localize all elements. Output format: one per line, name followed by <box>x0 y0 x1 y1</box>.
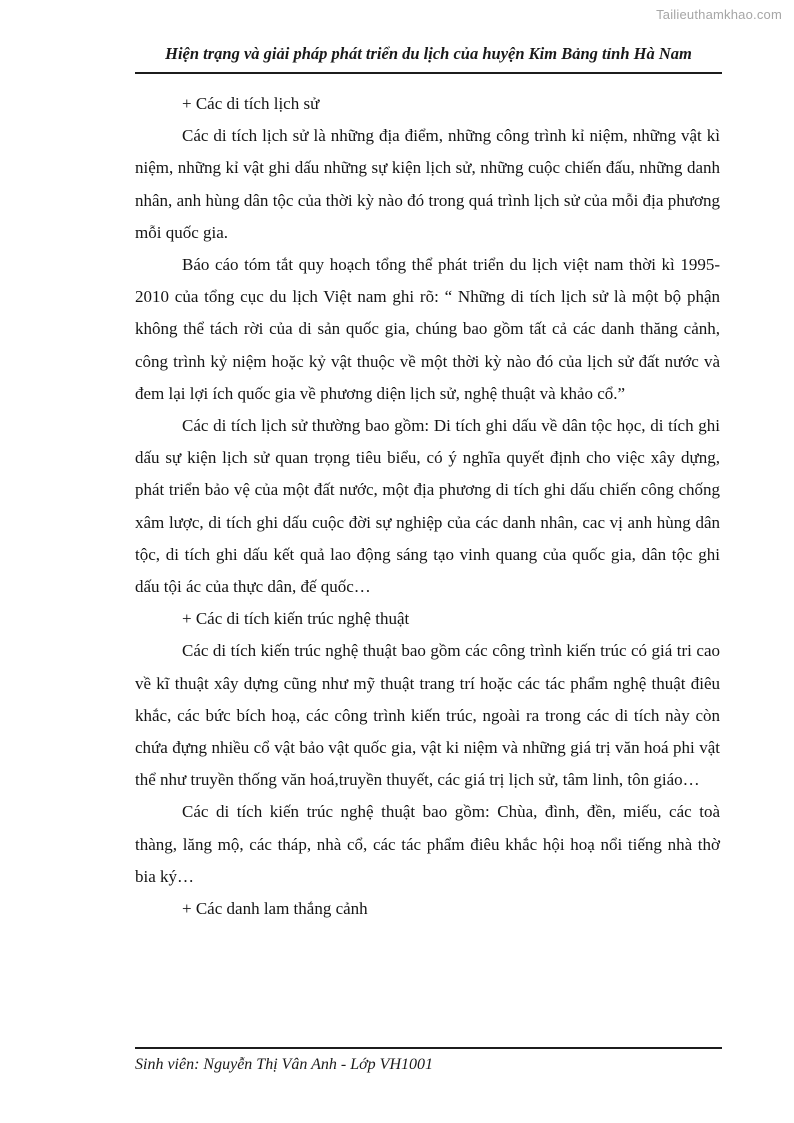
body-paragraph: Các di tích kiến trúc nghệ thuật bao gồm các công trình kiến trúc có giá tri cao về kĩ thuật xây dựng cũng như mỹ thuật trang trí hoặc các tác phẩm nghệ thuật điêu khắc, các bức bích hoạ, các công trình kiến trúc, ngoài ra trong các di tích này còn chứa đựng nhiều cổ vật bảo vật quốc gia, vật ki niệm và những giá trị văn hoá phi vật thể như truyền thống văn hoá,truyền thuyết, các giá trị lịch sử, tâm linh, tôn giáo… <box>135 641 720 790</box>
body-paragraph: Báo cáo tóm tắt quy hoạch tổng thể phát triển du lịch việt nam thời kì 1995- 2010 của tổng cục du lịch Việt nam ghi rõ: “ Những di tích lịch sử là một bộ phận không thể tách rời của di sản quốc gia, chúng bao gồm tất cả các danh thăng cảnh, công trình kỷ niệm hoặc kỷ vật thuộc về một thời kỳ nào đó của lịch sử đất nước và đem lại lợi ích quốc gia về phương diện lịch sử, nghệ thuật và khảo cổ.” <box>135 255 720 403</box>
footer-text: Sinh viên: Nguyễn Thị Vân Anh - Lớp VH1001 <box>135 1056 433 1073</box>
header-title: Hiện trạng và giải pháp phát triển du lịch của huyện Kim Bảng tỉnh Hà Nam <box>165 44 692 63</box>
body-paragraph: + Các danh lam thắng cảnh <box>182 899 368 919</box>
document-body <box>135 88 720 925</box>
body-paragraph: Các di tích kiến trúc nghệ thuật bao gồm: Chùa, đình, đền, miếu, các toà thàng, lăng mộ, các tháp, nhà cổ, các tác phẩm điêu khắc hội hoạ nổi tiếng nhà thờ bia ký… <box>135 802 720 886</box>
body-paragraph: Các di tích lịch sử là những địa điểm, những công trình kỉ niệm, những vật kì niệm, những kỉ vật ghi dấu những sự kiện lịch sử, những cuộc chiến đấu, những danh nhân, anh hùng dân tộc của thời kỳ nào đó trong quá trình lịch sử của mỗi địa phương mỗi quốc gia. <box>135 126 720 242</box>
document-footer <box>135 1047 722 1074</box>
body-paragraph: + Các di tích kiến trúc nghệ thuật <box>182 609 410 629</box>
body-paragraph: + Các di tích lịch sử <box>182 94 320 113</box>
document-header <box>135 44 722 74</box>
body-paragraph: Các di tích lịch sử thường bao gồm: Di tích ghi dấu về dân tộc học, di tích ghi dấu sự kiện lịch sử quan trọng tiêu biểu, có ý nghĩa quyết định cho việc xây dựng, phát triển bảo vệ của một đất nước, một địa phương di tích ghi dấu chiến công chống xâm lược, di tích ghi dấu cuộc đời sự nghiệp của các danh nhân, cac vị anh hùng dân tộc, di tích ghi dấu kết quả lao động sáng tạo vinh quang của quốc gia, dân tộc ghi dấu tội ác của thực dân, đế quốc… <box>135 416 720 597</box>
watermark: Tailieuthamkhao.com <box>656 7 782 22</box>
